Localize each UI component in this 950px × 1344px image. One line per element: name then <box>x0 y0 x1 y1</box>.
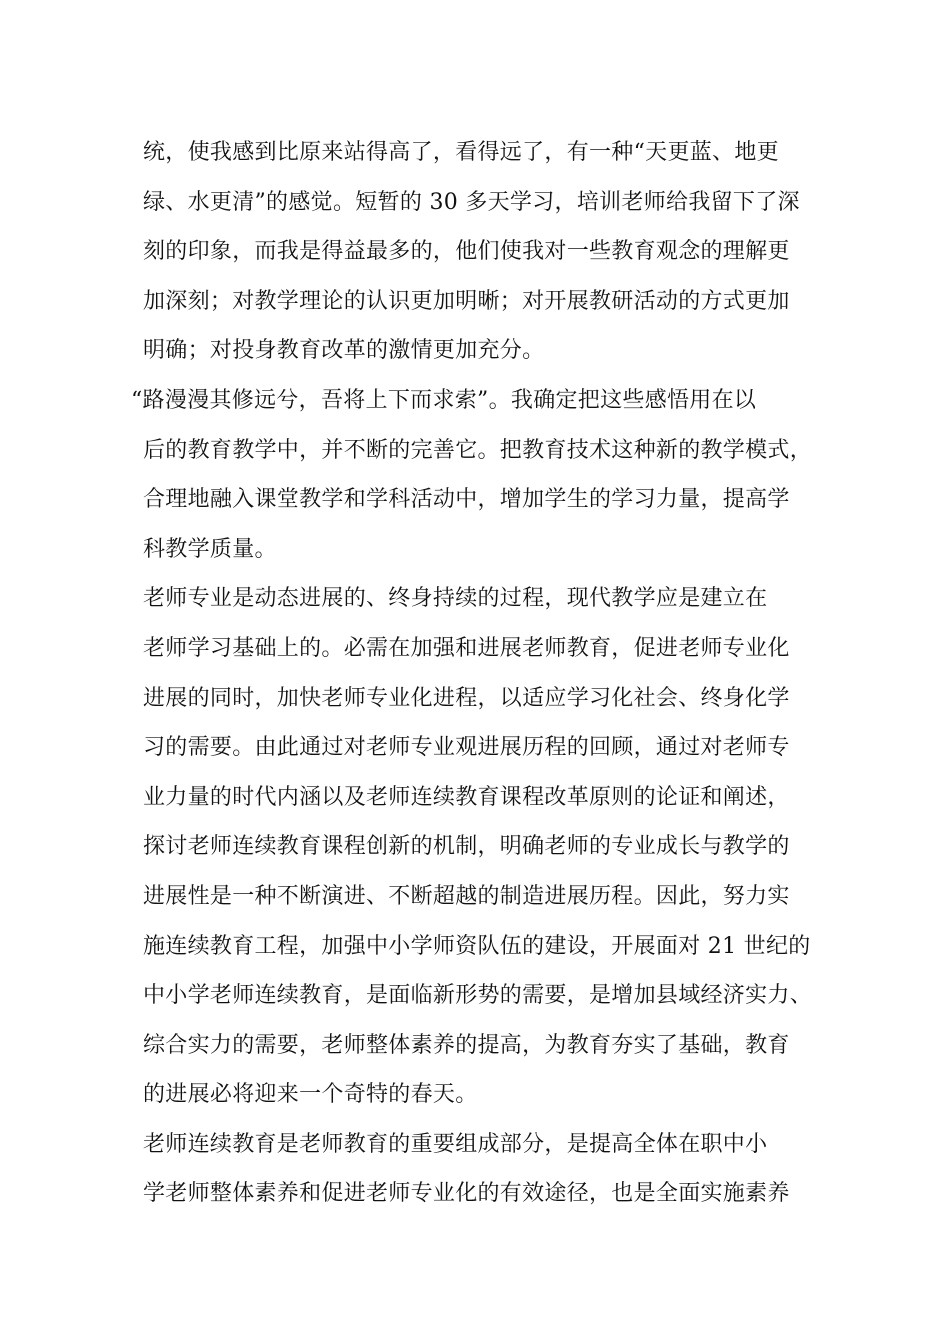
text-line: 进展的同时，加快老师专业化进程，以适应学习化社会、终身化学 <box>143 685 790 711</box>
text-line: 统，使我感到比原来站得高了，看得远了，有一种“天更蓝、地更 <box>143 140 779 165</box>
text-line: 老师专业是动态进展的、终身持续的过程，现代教学应是建立在 <box>143 586 768 612</box>
text-line: 综合实力的需要，老师整体素养的提高，为教育夯实了基础，教育 <box>143 1032 790 1058</box>
text-line: 老师连续教育是老师教育的重要组成部分，是提高全体在职中小 <box>143 1131 768 1157</box>
text-line: 习的需要。由此通过对老师专业观进展历程的回顾，通过对老师专 <box>143 735 790 761</box>
text-line: 加深刻；对教学理论的认识更加明晰；对开展教研活动的方式更加 <box>143 288 790 314</box>
document-body <box>131 128 823 1219</box>
text-line: 后的教育教学中，并不断的完善它。把教育技术这种新的教学模式， <box>143 437 813 463</box>
text-line: 合理地融入课堂教学和学科活动中，增加学生的学习力量，提高学 <box>143 487 790 513</box>
text-line: 施连续教育工程，加强中小学师资队伍的建设，开展面对 21 世纪的 <box>143 933 811 959</box>
text-line: 进展性是一种不断演进、不断超越的制造进展历程。因此，努力实 <box>143 883 790 909</box>
text-line: 绿、水更清”的感觉。短暂的 30 多天学习，培训老师给我留下了深 <box>143 189 800 215</box>
text-line: 刻的印象，而我是得益最多的，他们使我对一些教育观念的理解更 <box>143 239 790 265</box>
text-line: 业力量的时代内涵以及老师连续教育课程改革原则的论证和阐述， <box>143 784 790 810</box>
text-line: 老师学习基础上的。必需在加强和进展老师教育，促进老师专业化 <box>143 635 790 661</box>
text-line: 探讨老师连续教育课程创新的机制，明确老师的专业成长与教学的 <box>143 834 790 860</box>
text-line: 中小学老师连续教育，是面临新形势的需要，是增加县域经济实力、 <box>143 983 813 1009</box>
text-line: “路漫漫其修远兮，吾将上下而求索”。我确定把这些感悟用在以 <box>131 387 757 413</box>
text-line: 明确；对投身教育改革的激情更加充分。 <box>143 338 545 364</box>
text-line: 学老师整体素养和促进老师专业化的有效途径，也是全面实施素养 <box>143 1181 790 1207</box>
text-line: 的进展必将迎来一个奇特的春天。 <box>143 1082 478 1108</box>
text-line: 科教学质量。 <box>143 536 277 562</box>
